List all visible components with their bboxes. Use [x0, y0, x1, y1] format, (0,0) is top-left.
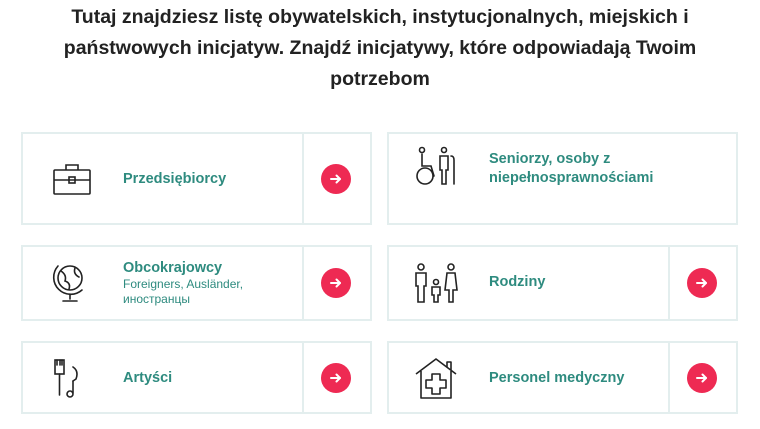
arrow-right-icon	[694, 275, 710, 291]
card-obcokrajowcy[interactable]	[21, 245, 372, 321]
arrow-button[interactable]	[321, 164, 351, 194]
card-divider	[302, 134, 304, 223]
card-artysci[interactable]	[21, 341, 372, 414]
card-przedsiebiorcy[interactable]	[21, 132, 372, 225]
arrow-button[interactable]	[321, 268, 351, 298]
card-title: Rodziny	[489, 274, 546, 290]
card-rodziny[interactable]	[387, 245, 738, 321]
card-divider	[302, 343, 304, 412]
heading-line-2: państwowych inicjatyw. Znajdź inicjatywy, które odpowiadają Twoim	[63, 37, 697, 59]
arrow-right-icon	[694, 370, 710, 386]
card-subtitle-2: иностранцы	[123, 292, 190, 306]
arrow-right-icon	[328, 171, 344, 187]
card-title: Personel medyczny	[489, 370, 625, 386]
seniors-disability-icon	[413, 144, 459, 190]
card-divider	[302, 247, 304, 319]
card-divider	[668, 247, 670, 319]
card-title: Seniorzy, osoby z niepełnosprawnościami	[489, 151, 654, 186]
arrow-right-icon	[328, 370, 344, 386]
family-icon	[413, 262, 459, 308]
heading-line-3: potrzebom	[330, 68, 430, 90]
card-title: Artyści	[123, 370, 173, 386]
arrow-button[interactable]	[687, 363, 717, 393]
arrow-right-icon	[328, 275, 344, 291]
card-seniorzy[interactable]	[387, 132, 738, 225]
card-divider	[668, 343, 670, 412]
page-heading	[20, 2, 740, 95]
arts-icon	[49, 357, 95, 403]
card-title: Przedsiębiorcy	[123, 171, 227, 187]
card-subtitle-1: Foreigners, Ausländer,	[123, 277, 244, 291]
arrow-button[interactable]	[687, 268, 717, 298]
medical-house-icon	[413, 356, 459, 402]
briefcase-icon	[49, 156, 95, 202]
card-title: Obcokrajowcy	[123, 260, 223, 276]
arrow-button[interactable]	[321, 363, 351, 393]
heading-line-1: Tutaj znajdziesz listę obywatelskich, instytucjonalnych, miejskich i	[71, 6, 689, 28]
card-personel-medyczny[interactable]	[387, 341, 738, 414]
globe-icon	[49, 261, 95, 307]
